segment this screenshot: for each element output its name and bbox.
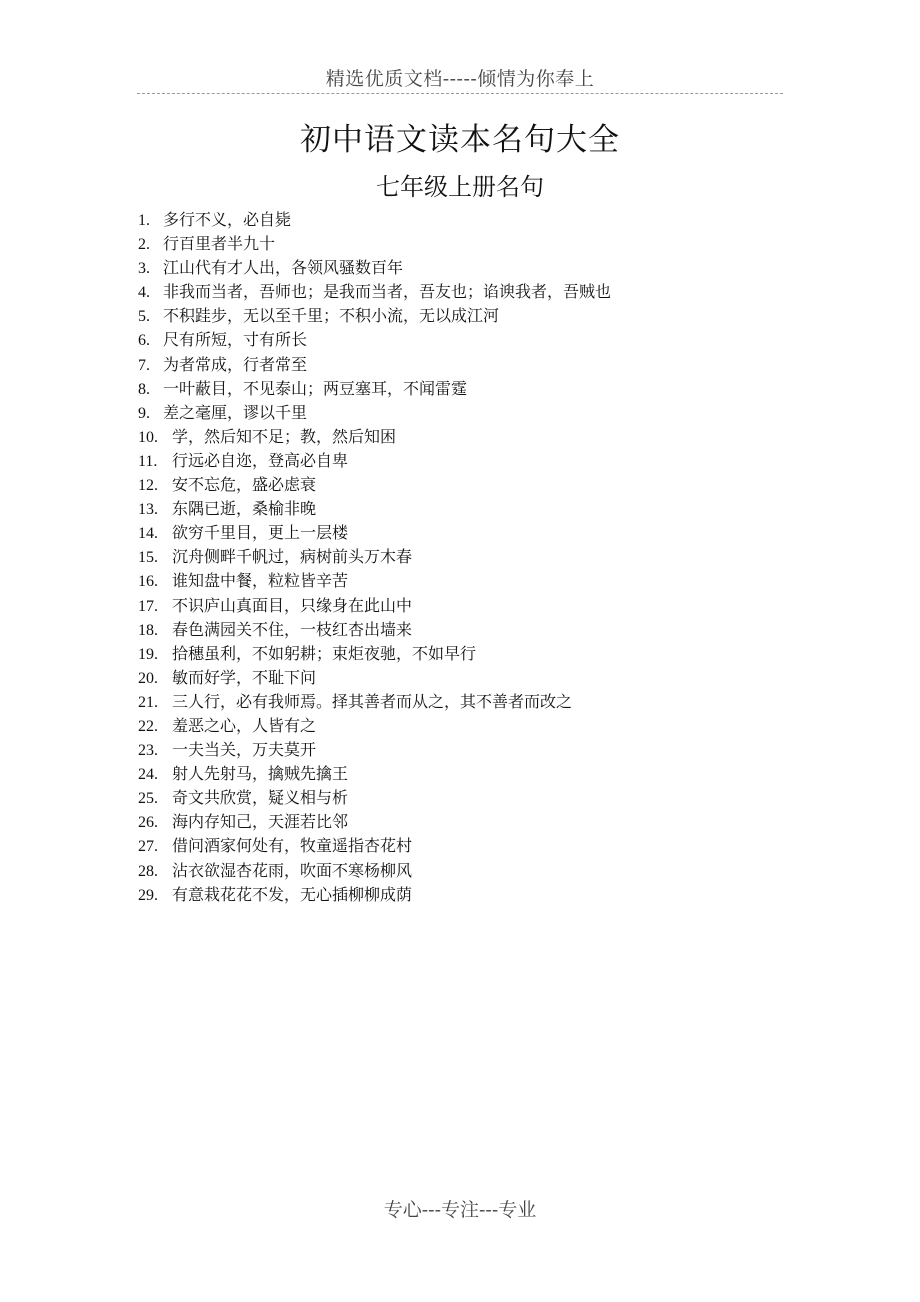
item-text: 敏而好学，不耻下问 [172, 667, 317, 687]
item-text: 学，然后知不足；教，然后知困 [172, 426, 397, 446]
item-number: 12. [138, 477, 158, 495]
item-text: 为者常成，行者常至 [163, 354, 308, 374]
item-text: 差之毫厘，谬以千里 [163, 402, 308, 422]
item-text: 沉舟侧畔千帆过，病树前头万木春 [172, 547, 413, 567]
item-text: 欲穷千里目，更上一层楼 [172, 523, 349, 543]
page-header: 精选优质文档-----倾情为你奉上 [325, 68, 595, 90]
list-item [138, 497, 611, 521]
list-item [138, 618, 611, 642]
item-number: 20. [138, 669, 158, 687]
item-number: 26. [138, 814, 158, 832]
quote-list [138, 208, 611, 907]
list-item [138, 280, 611, 304]
item-number: 8. [138, 380, 150, 398]
item-number: 28. [138, 862, 158, 880]
list-item [138, 738, 611, 762]
item-text: 不识庐山真面目，只缘身在此山中 [172, 595, 413, 615]
item-number: 22. [138, 717, 158, 735]
list-item [138, 762, 611, 786]
item-text: 多行不义，必自毙 [163, 210, 292, 229]
list-item [138, 353, 611, 377]
list-item [138, 810, 611, 834]
item-number: 17. [138, 597, 158, 615]
item-number: 7. [138, 356, 150, 374]
item-number: 18. [138, 621, 158, 639]
item-text: 东隅已逝，桑榆非晚 [172, 499, 317, 519]
item-text: 射人先射马，擒贼先擒王 [172, 764, 349, 784]
item-number: 15. [138, 549, 158, 567]
item-number: 6. [138, 332, 150, 350]
section-subtitle: 七年级上册名句 [376, 173, 544, 201]
item-text: 拾穗虽利，不如躬耕；束炬夜驰，不如早行 [172, 643, 477, 663]
item-text: 借问酒家何处有，牧童遥指杏花村 [172, 836, 413, 856]
item-number: 14. [138, 525, 158, 543]
item-number: 21. [138, 693, 158, 711]
list-item [138, 256, 611, 280]
list-item [138, 521, 611, 545]
item-text: 海内存知己，天涯若比邻 [172, 812, 349, 832]
item-number: 11. [138, 452, 158, 470]
item-number: 25. [138, 790, 158, 808]
item-number: 10. [138, 428, 158, 446]
item-text: 奇文共欣赏，疑义相与析 [172, 788, 349, 808]
item-text: 一叶蔽目，不见泰山；两豆塞耳，不闻雷霆 [163, 378, 468, 398]
list-item [138, 690, 611, 714]
item-text: 非我而当者，吾师也；是我而当者，吾友也；谄谀我者，吾贼也 [163, 282, 612, 302]
item-number: 23. [138, 742, 158, 760]
item-text: 尺有所短，寸有所长 [163, 330, 308, 350]
item-text: 行百里者半九十 [163, 234, 276, 254]
list-item [138, 786, 611, 810]
item-text: 春色满园关不住，一枝红杏出墙来 [172, 619, 413, 639]
item-text: 不积跬步，无以至千里；不积小流，无以成江河 [163, 306, 500, 326]
item-number: 24. [138, 766, 158, 784]
item-text: 谁知盘中餐，粒粒皆辛苦 [172, 571, 349, 591]
item-number: 3. [138, 260, 150, 278]
item-text: 行远必自迩，登高必自卑 [172, 450, 349, 470]
item-number: 27. [138, 838, 158, 856]
list-item [138, 377, 611, 401]
item-number: 16. [138, 573, 158, 591]
item-number: 2. [138, 236, 150, 254]
item-text: 羞恶之心，人皆有之 [172, 715, 317, 735]
item-text: 沾衣欲湿杏花雨，吹面不寒杨柳风 [172, 860, 413, 880]
page-footer: 专心---专注---专业 [383, 1199, 537, 1221]
list-item [138, 545, 611, 569]
list-item [138, 859, 611, 883]
list-item [138, 232, 611, 256]
item-text: 一夫当关，万夫莫开 [172, 740, 317, 760]
list-item [138, 473, 611, 497]
item-number: 9. [138, 404, 150, 422]
item-text: 江山代有才人出，各领风骚数百年 [163, 258, 404, 278]
list-item [138, 714, 611, 738]
document-title: 初中语文读本名句大全 [300, 122, 620, 158]
item-number: 5. [138, 308, 150, 326]
list-item [138, 834, 611, 858]
list-item [138, 401, 611, 425]
list-item [138, 666, 611, 690]
item-number: 1. [138, 212, 150, 229]
list-item [138, 594, 611, 618]
list-item [138, 449, 611, 473]
header-divider [137, 93, 783, 94]
item-text: 有意栽花花不发，无心插柳柳成荫 [172, 884, 413, 904]
list-item [138, 569, 611, 593]
item-number: 29. [138, 886, 158, 904]
list-item [138, 425, 611, 449]
list-item [138, 208, 611, 232]
item-number: 13. [138, 501, 158, 519]
item-text: 安不忘危，盛必虑衰 [172, 475, 317, 495]
list-item [138, 328, 611, 352]
list-item [138, 642, 611, 666]
item-number: 19. [138, 645, 158, 663]
list-item [138, 304, 611, 328]
item-text: 三人行，必有我师焉。择其善者而从之，其不善者而改之 [172, 691, 573, 711]
list-item [138, 883, 611, 907]
item-number: 4. [138, 284, 150, 302]
